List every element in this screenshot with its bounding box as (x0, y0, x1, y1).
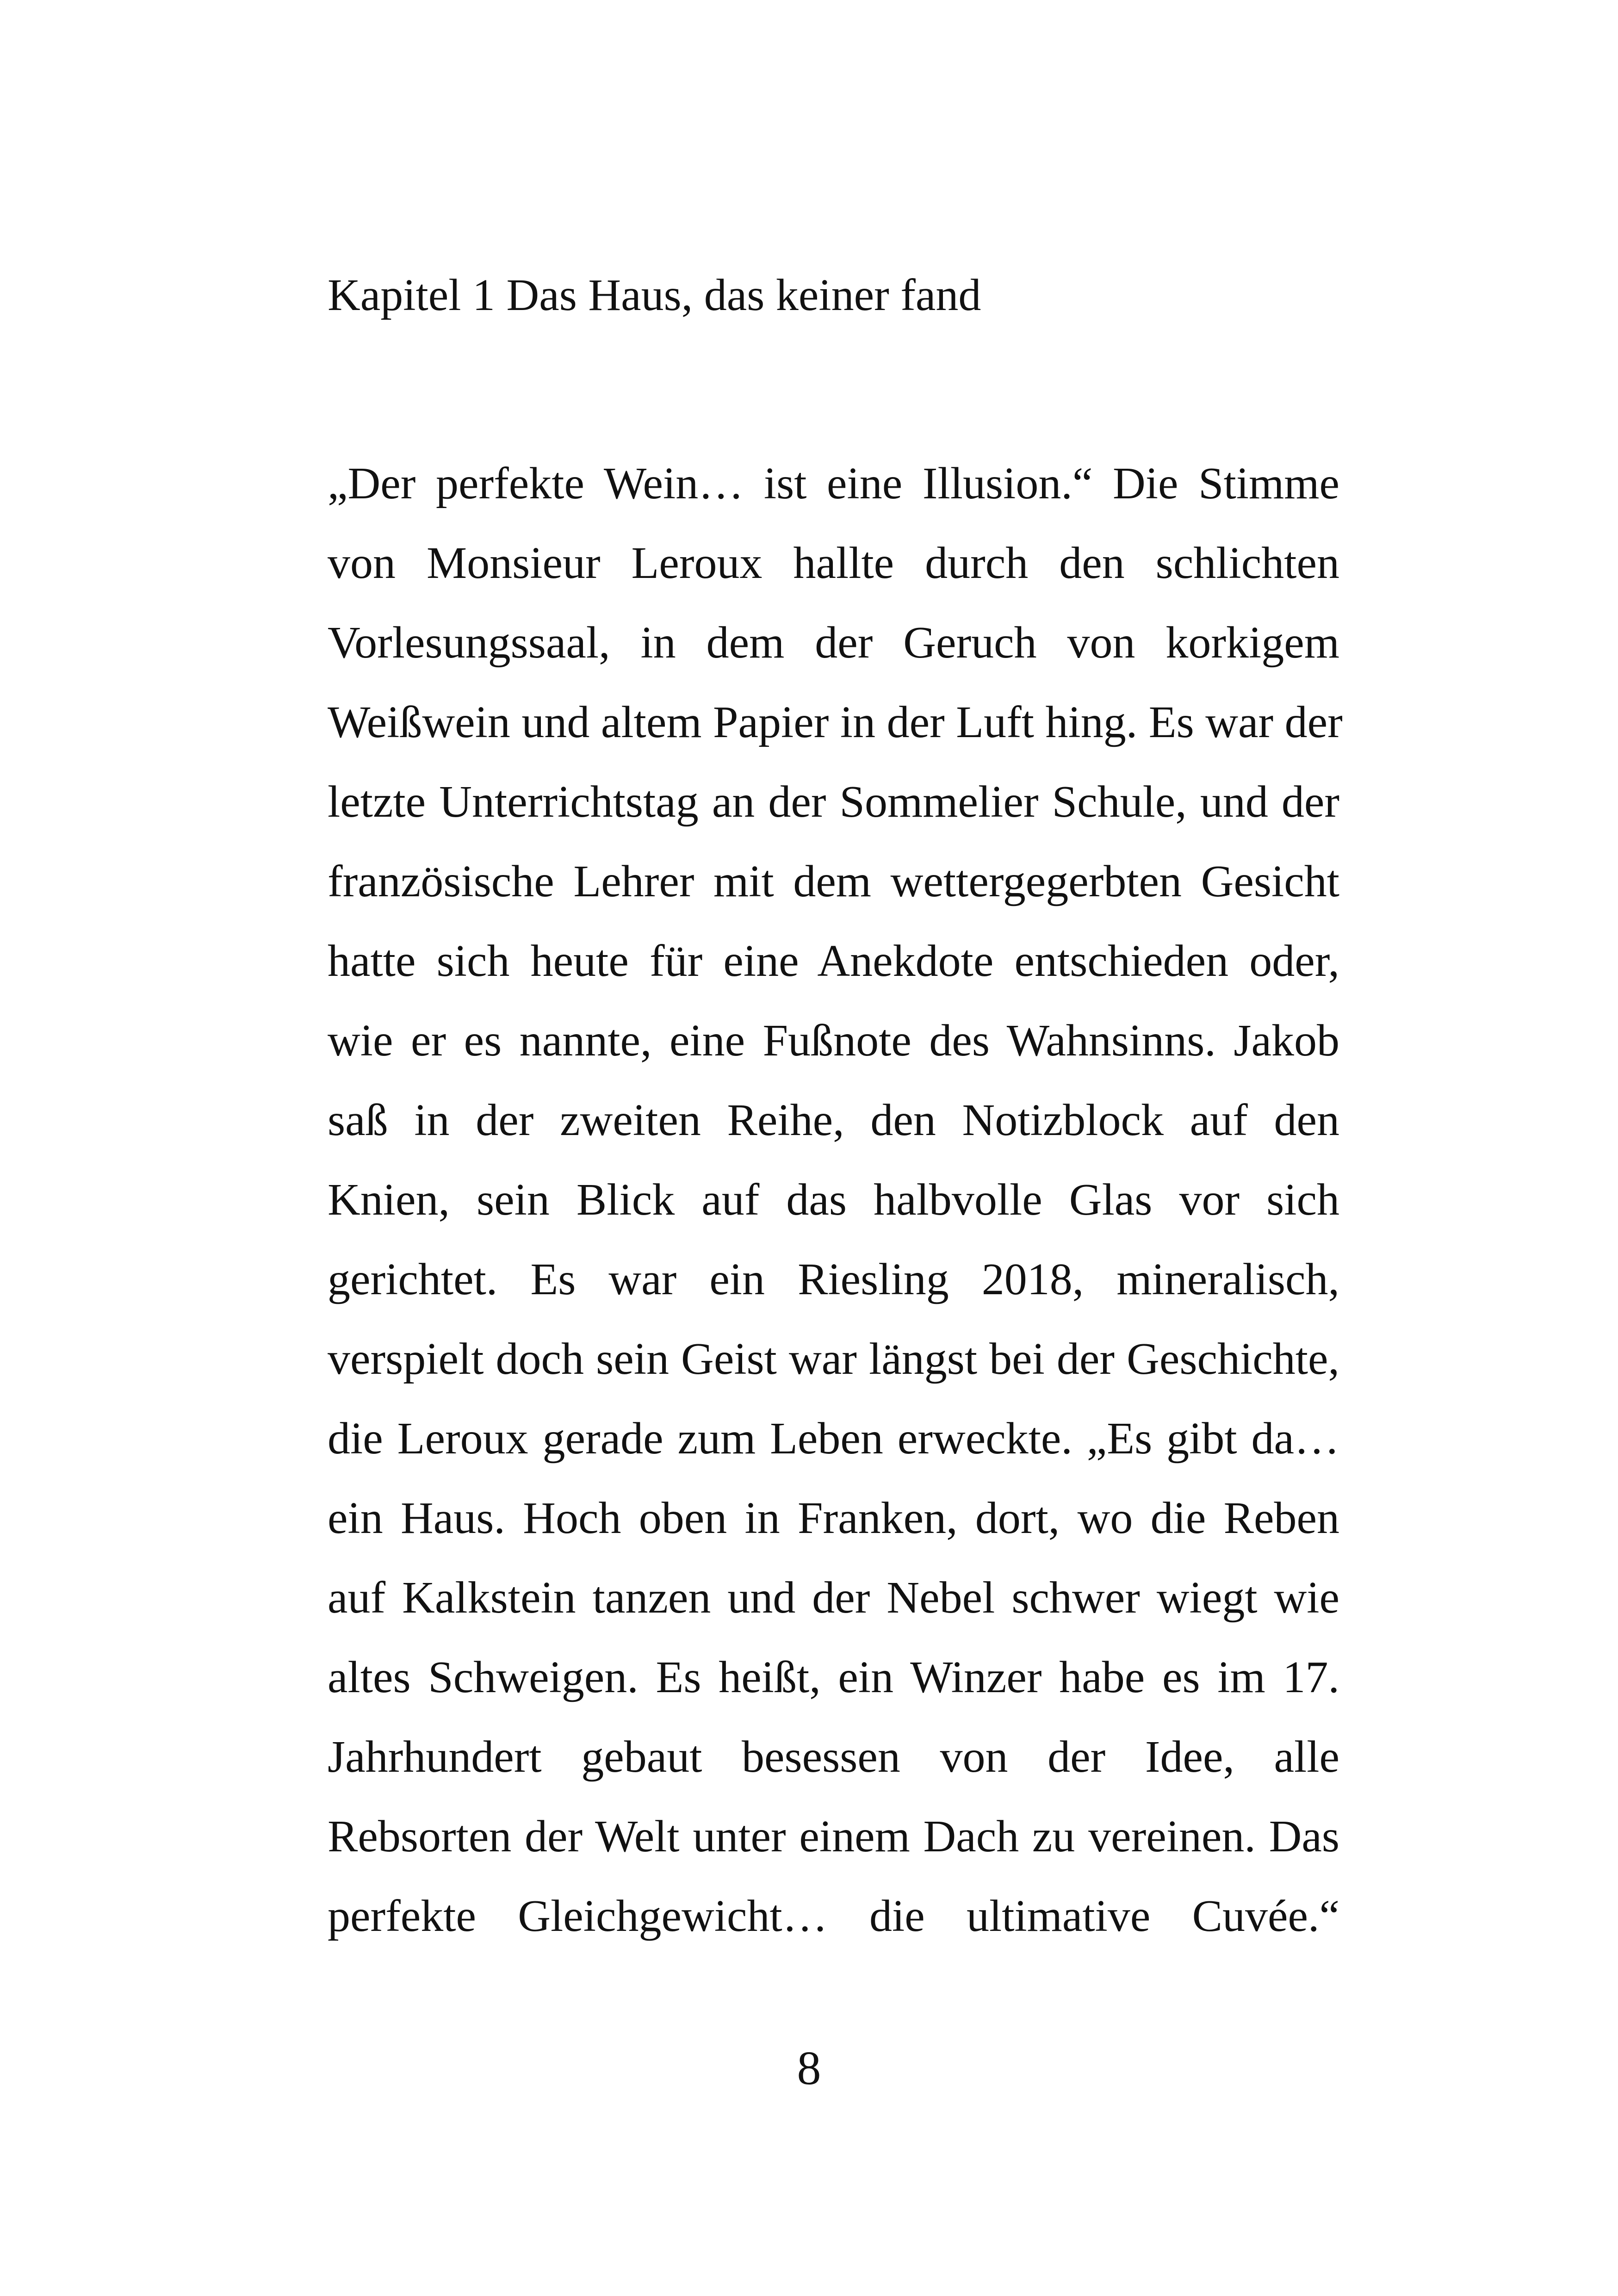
text-line: „Der perfekte Wein… ist eine Illusion.“ Die Stimme (328, 459, 1339, 509)
text-line: ein Haus. Hoch oben in Franken, dort, wo die Reben (328, 1493, 1339, 1543)
text-line: wie er es nannte, eine Fußnote des Wahnsinns. Jakob (328, 1016, 1339, 1066)
text-line: französische Lehrer mit dem wettergegerbten Gesicht (328, 856, 1339, 906)
text-line: hatte sich heute für eine Anekdote entschieden oder, (328, 936, 1339, 986)
body-paragraph (328, 456, 1343, 1968)
page-number: 8 (797, 2042, 821, 2095)
text-line: auf Kalkstein tanzen und der Nebel schwer wiegt wie (328, 1573, 1339, 1623)
text-line: Weißwein und altem Papier in der Luft hing. Es war der (328, 697, 1343, 747)
text-line: altes Schweigen. Es heißt, ein Winzer habe es im 17. (328, 1652, 1339, 1702)
text-line: von Monsieur Leroux hallte durch den schlichten (328, 538, 1339, 588)
text-line: Knien, sein Blick auf das halbvolle Glas vor sich (328, 1175, 1339, 1225)
text-line: Jahrhundert gebaut besessen von der Idee, alle (328, 1732, 1339, 1782)
text-line: verspielt doch sein Geist war längst bei der Geschichte, (328, 1334, 1339, 1384)
text-line: die Leroux gerade zum Leben erweckte. „Es gibt da… (328, 1414, 1339, 1464)
text-line: Vorlesungssaal, in dem der Geruch von korkigem (328, 618, 1339, 668)
text-line: letzte Unterrichtstag an der Sommelier Schule, und der (328, 777, 1339, 827)
text-line: perfekte Gleichgewicht… die ultimative Cuvée.“ (328, 1891, 1339, 1941)
text-line: saß in der zweiten Reihe, den Notizblock auf den (328, 1095, 1339, 1145)
text-line: Rebsorten der Welt unter einem Dach zu vereinen. Das (328, 1812, 1339, 1862)
chapter-title: Kapitel 1 Das Haus, das keiner fand (328, 270, 981, 320)
text-line: gerichtet. Es war ein Riesling 2018, mineralisch, (328, 1254, 1339, 1304)
